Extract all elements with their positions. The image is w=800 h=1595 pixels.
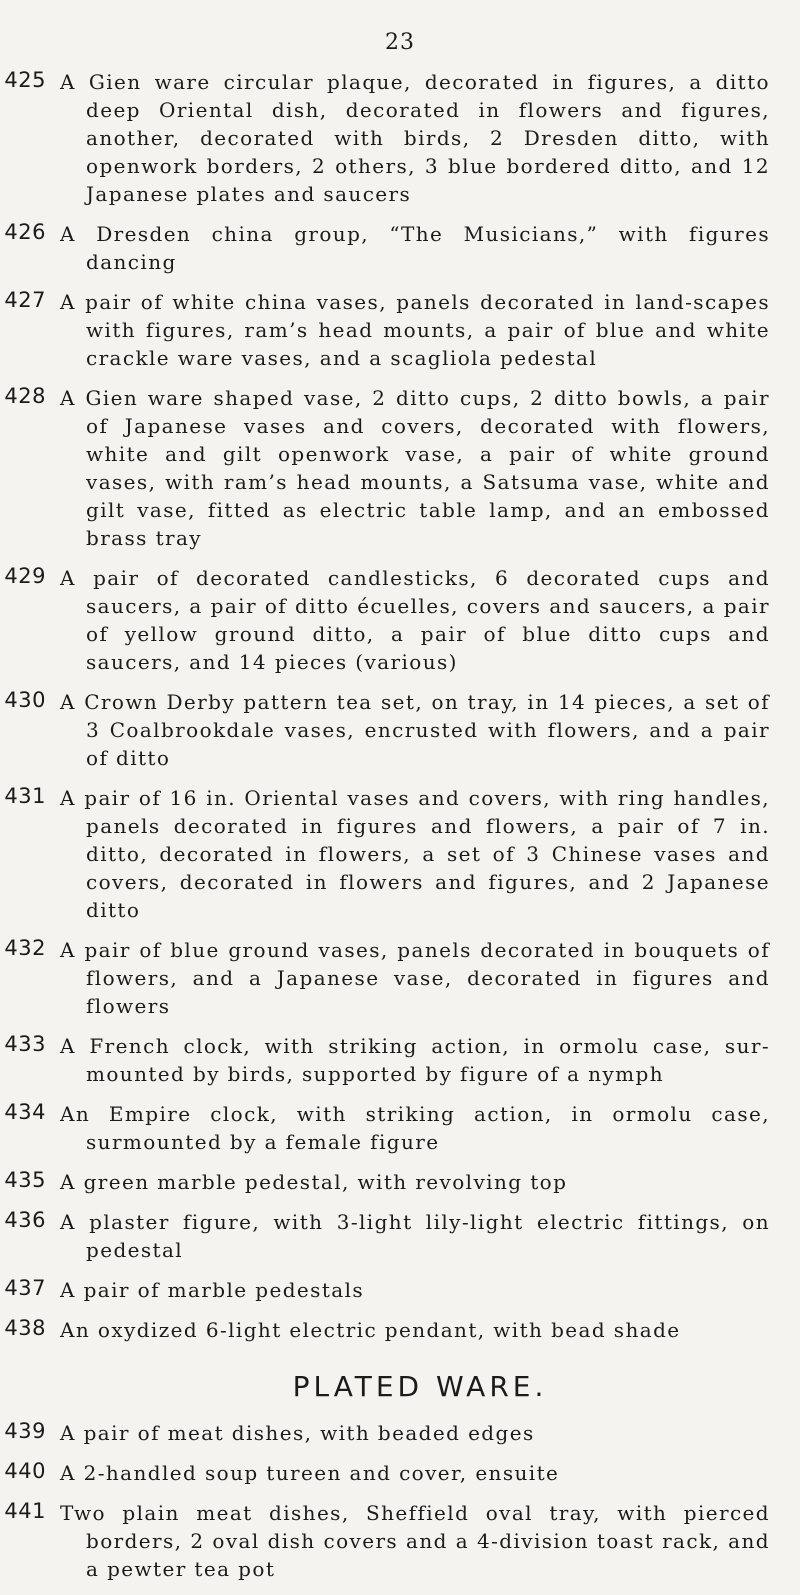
lots-list-before bbox=[0, 68, 800, 1344]
lot-entry bbox=[0, 936, 800, 1020]
lot-entry bbox=[0, 1032, 800, 1088]
lot-number: 436 bbox=[4, 1208, 46, 1232]
lot-entry bbox=[0, 220, 800, 276]
lot-number: 440 bbox=[4, 1459, 46, 1483]
lot-number: 430 bbox=[4, 688, 46, 712]
lot-entry bbox=[0, 1499, 800, 1583]
lot-description: A French clock, with striking action, in ormolu case, sur-mounted by birds, supported by figure of a nymph bbox=[60, 1034, 770, 1086]
lot-number: 432 bbox=[4, 936, 46, 960]
lot-entry bbox=[0, 784, 800, 924]
lot-number: 434 bbox=[4, 1100, 46, 1124]
lot-number: 439 bbox=[4, 1419, 46, 1443]
lot-entry bbox=[0, 1276, 800, 1304]
lot-description: A pair of white china vases, panels decorated in land-scapes with figures, ram’s head mounts, a pair of blue and white crackle ware vases, and a scagliola pedestal bbox=[60, 290, 770, 370]
lot-number: 437 bbox=[4, 1276, 46, 1300]
lot-number: 431 bbox=[4, 784, 46, 808]
lot-entry bbox=[0, 288, 800, 372]
lot-description: A green marble pedestal, with revolving top bbox=[60, 1170, 568, 1194]
lot-description: A Dresden china group, “The Musicians,” with figures dancing bbox=[60, 222, 770, 274]
lot-number: 438 bbox=[4, 1316, 46, 1340]
lot-description: Two plain meat dishes, Sheffield oval tray, with pierced borders, 2 oval dish covers and a 4-division toast rack, and a pewter tea pot bbox=[60, 1501, 770, 1581]
lot-description: A Gien ware circular plaque, decorated in figures, a ditto deep Oriental dish, decorated in flowers and figures, another, decorated with birds, 2 Dresden ditto, with openwork borders, 2 others, 3 blue bordered ditto, and 12 Japanese plates and saucers bbox=[60, 70, 770, 206]
lot-number: 429 bbox=[4, 564, 46, 588]
lot-entry bbox=[0, 1459, 800, 1487]
lot-description: A pair of marble pedestals bbox=[60, 1278, 365, 1302]
lot-number: 441 bbox=[4, 1499, 46, 1523]
lot-number: 427 bbox=[4, 288, 46, 312]
lot-description: A pair of decorated candlesticks, 6 decorated cups and saucers, a pair of ditto écuelles, covers and saucers, a pair of yellow ground ditto, a pair of blue ditto cups and saucers, and 14 pieces (various) bbox=[60, 566, 770, 674]
section-heading: PLATED WARE. bbox=[292, 1370, 548, 1403]
lot-description: A pair of meat dishes, with beaded edges bbox=[60, 1421, 535, 1445]
lot-description: A Crown Derby pattern tea set, on tray, in 14 pieces, a set of 3 Coalbrookdale vases, encrusted with flowers, and a pair of ditto bbox=[60, 690, 770, 770]
lot-number: 428 bbox=[4, 384, 46, 408]
lot-entry bbox=[0, 564, 800, 676]
lot-description: An oxydized 6-light electric pendant, with bead shade bbox=[60, 1318, 681, 1342]
lot-description: A plaster figure, with 3-light lily-light electric fittings, on pedestal bbox=[60, 1210, 770, 1262]
lot-entry bbox=[0, 68, 800, 208]
lot-entry bbox=[0, 1316, 800, 1344]
lot-description: A pair of 16 in. Oriental vases and covers, with ring handles, panels decorated in figures and flowers, a pair of 7 in. ditto, decorated in flowers, a set of 3 Chinese vases and covers, decorated in flowers and figures, and 2 Japanese ditto bbox=[60, 786, 770, 922]
lot-entry bbox=[0, 1100, 800, 1156]
lot-entry bbox=[0, 688, 800, 772]
lot-number: 426 bbox=[4, 220, 46, 244]
lot-entry bbox=[0, 1208, 800, 1264]
lot-description: A Gien ware shaped vase, 2 ditto cups, 2 ditto bowls, a pair of Japanese vases and covers, decorated with flowers, white and gilt openwork vase, a pair of white ground vases, with ram’s head mounts, a Satsuma vase, white and gilt vase, fitted as electric table lamp, and an embossed brass tray bbox=[60, 386, 770, 550]
lot-entry bbox=[0, 384, 800, 552]
lot-entry bbox=[0, 1419, 800, 1447]
lots-list-after bbox=[0, 1419, 800, 1583]
lot-description: An Empire clock, with striking action, in ormolu case, surmounted by a female figure bbox=[60, 1102, 770, 1154]
lot-number: 435 bbox=[4, 1168, 46, 1192]
lot-description: A 2-handled soup tureen and cover, ensuite bbox=[60, 1461, 560, 1485]
page-number: 23 bbox=[385, 30, 415, 55]
lot-description: A pair of blue ground vases, panels decorated in bouquets of flowers, and a Japanese vase, decorated in figures and flowers bbox=[60, 938, 770, 1018]
lot-number: 433 bbox=[4, 1032, 46, 1056]
lot-number: 425 bbox=[4, 68, 46, 92]
catalogue-lots bbox=[0, 68, 800, 1595]
lot-entry bbox=[0, 1168, 800, 1196]
